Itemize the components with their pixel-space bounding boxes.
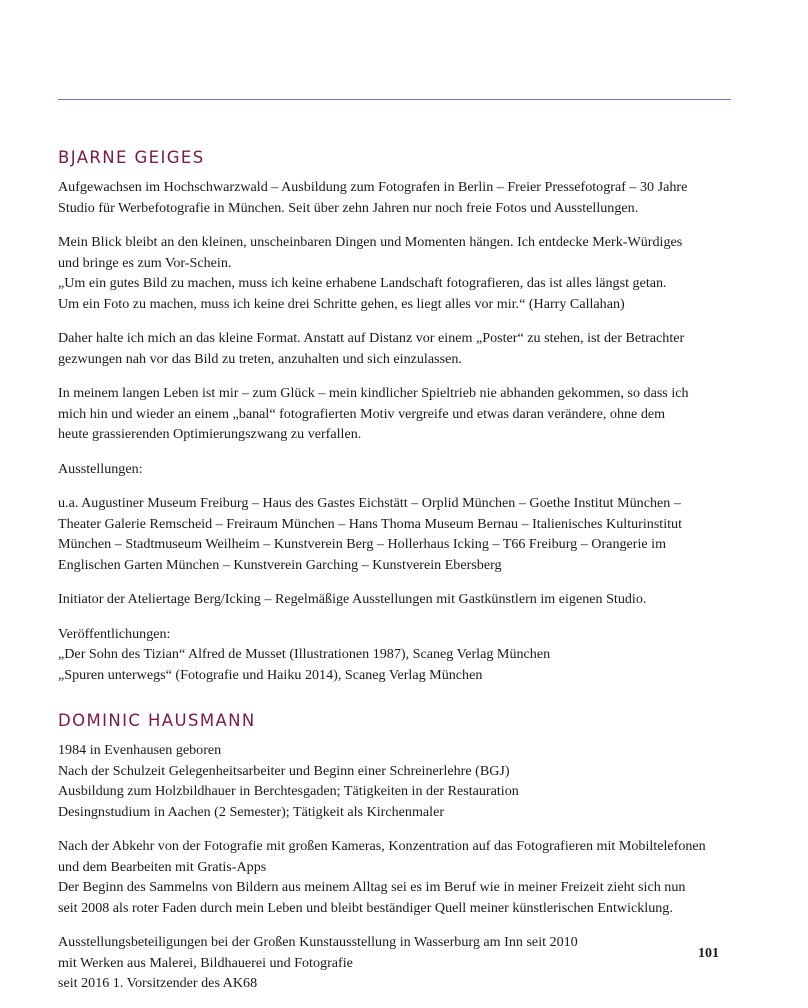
artist-section-bjarne-geiges	[58, 146, 748, 685]
publications-paragraph	[58, 624, 748, 686]
page-number: 101	[698, 946, 719, 961]
text-line: heute grassierenden Optimierungszwang zu verfallen.	[58, 426, 362, 442]
bio-paragraph	[58, 232, 748, 314]
bio-paragraph	[58, 177, 748, 218]
bio-paragraph	[58, 932, 748, 994]
text-line: Desingnstudium in Aachen (2 Semester); Tätigkeit als Kirchenmaler	[58, 803, 445, 820]
text-line: Veröffentlichungen:	[58, 625, 171, 642]
text-line: Nach der Abkehr von der Fotografie mit großen Kameras, Konzentration auf das Fotografieren mit Mobiltelefonen	[58, 838, 706, 854]
bio-paragraph	[58, 589, 748, 610]
text-line: Aufgewachsen im Hochschwarzwald – Ausbildung zum Fotografen in Berlin – Freier Pressefotograf – 30 Jahre	[58, 179, 688, 195]
text-line: Mein Blick bleibt an den kleinen, unscheinbaren Dingen und Momenten hängen. Ich entdecke Merk-Würdiges	[58, 234, 683, 250]
text-line: mich hin und wieder an einem „banal“ fotografierten Motiv vergreife und etwas daran verändere, ohne dem	[58, 405, 666, 422]
text-line: und bringe es zum Vor-Schein.	[58, 254, 232, 271]
top-divider-rule	[58, 99, 731, 100]
text-line: Englischen Garten München – Kunstverein Garching – Kunstverein Ebersberg	[58, 556, 502, 573]
text-line: Studio für Werbefotografie in München. Seit über zehn Jahren nur noch freie Fotos und Ausstellungen.	[58, 199, 639, 216]
bio-paragraph	[58, 328, 748, 369]
text-line: Nach der Schulzeit Gelegenheitsarbeiter und Beginn einer Schreinerlehre (BGJ)	[58, 762, 510, 779]
text-line: Theater Galerie Remscheid – Freiraum München – Hans Thoma Museum Bernau – Italienisches Kulturinstitut	[58, 515, 683, 532]
text-line: München – Stadtmuseum Weilheim – Kunstverein Berg – Hollerhaus Icking – T66 Freiburg – Orangerie im	[58, 536, 667, 552]
section-spacer	[58, 699, 748, 709]
text-line: 1984 in Evenhausen geboren	[58, 742, 222, 758]
bio-paragraph	[58, 383, 748, 445]
publication-line: „Der Sohn des Tizian“ Alfred de Musset (Illustrationen 1987), Scaneg Verlag München	[58, 646, 551, 662]
text-line: seit 2016 1. Vorsitzender des AK68	[58, 975, 258, 991]
text-line: mit Werken aus Malerei, Bildhauerei und Fotografie	[58, 954, 353, 971]
page-content	[58, 146, 748, 1008]
exhibitions-label	[58, 459, 748, 480]
bio-paragraph	[58, 836, 748, 918]
text-line: Ausstellungsbeteiligungen bei der Großen Kunstausstellung in Wasserburg am Inn seit 2010	[58, 934, 578, 950]
text-line: In meinem langen Leben ist mir – zum Glück – mein kindlicher Spieltrieb nie abhanden gekommen, so dass ich	[58, 385, 689, 401]
quote-line: Um ein Foto zu machen, muss ich keine drei Schritte gehen, es liegt alles vor mir.“ (Harry Callahan)	[58, 295, 625, 312]
artist-name-heading: BJARNE GEIGES	[58, 148, 205, 167]
text-line: Ausstellungen:	[58, 460, 143, 477]
text-line: Daher halte ich mich an das kleine Format. Anstatt auf Distanz vor einem „Poster“ zu stehen, ist der Betrachter	[58, 330, 685, 346]
bio-paragraph	[58, 740, 748, 822]
text-line: gezwungen nah vor das Bild zu treten, anzuhalten und sich einzulassen.	[58, 350, 462, 367]
text-line: Initiator der Ateliertage Berg/Icking – Regelmäßige Ausstellungen mit Gastkünstlern im eigenen Studio.	[58, 591, 647, 607]
exhibitions-list	[58, 493, 748, 575]
quote-line: „Um ein gutes Bild zu machen, muss ich keine erhabene Landschaft fotografieren, das ist alles längst getan.	[58, 275, 667, 291]
text-line: Der Beginn des Sammelns von Bildern aus meinem Alltag sei es im Beruf wie in meiner Freizeit zieht sich nun	[58, 879, 686, 895]
artist-name-heading: DOMINIC HAUSMANN	[58, 711, 256, 730]
text-line: Ausbildung zum Holzbildhauer in Berchtesgaden; Tätigkeiten in der Restauration	[58, 783, 519, 799]
text-line: seit 2008 als roter Faden durch mein Leben und bleibt beständiger Quell meiner künstlerischen Entwicklung.	[58, 899, 673, 916]
artist-section-dominic-hausmann	[58, 709, 748, 994]
text-line: u.a. Augustiner Museum Freiburg – Haus des Gastes Eichstätt – Orplid München – Goethe Institut München –	[58, 495, 681, 511]
publication-line: „Spuren unterwegs“ (Fotografie und Haiku 2014), Scaneg Verlag München	[58, 666, 483, 683]
text-line: und dem Bearbeiten mit Gratis-Apps	[58, 858, 267, 875]
